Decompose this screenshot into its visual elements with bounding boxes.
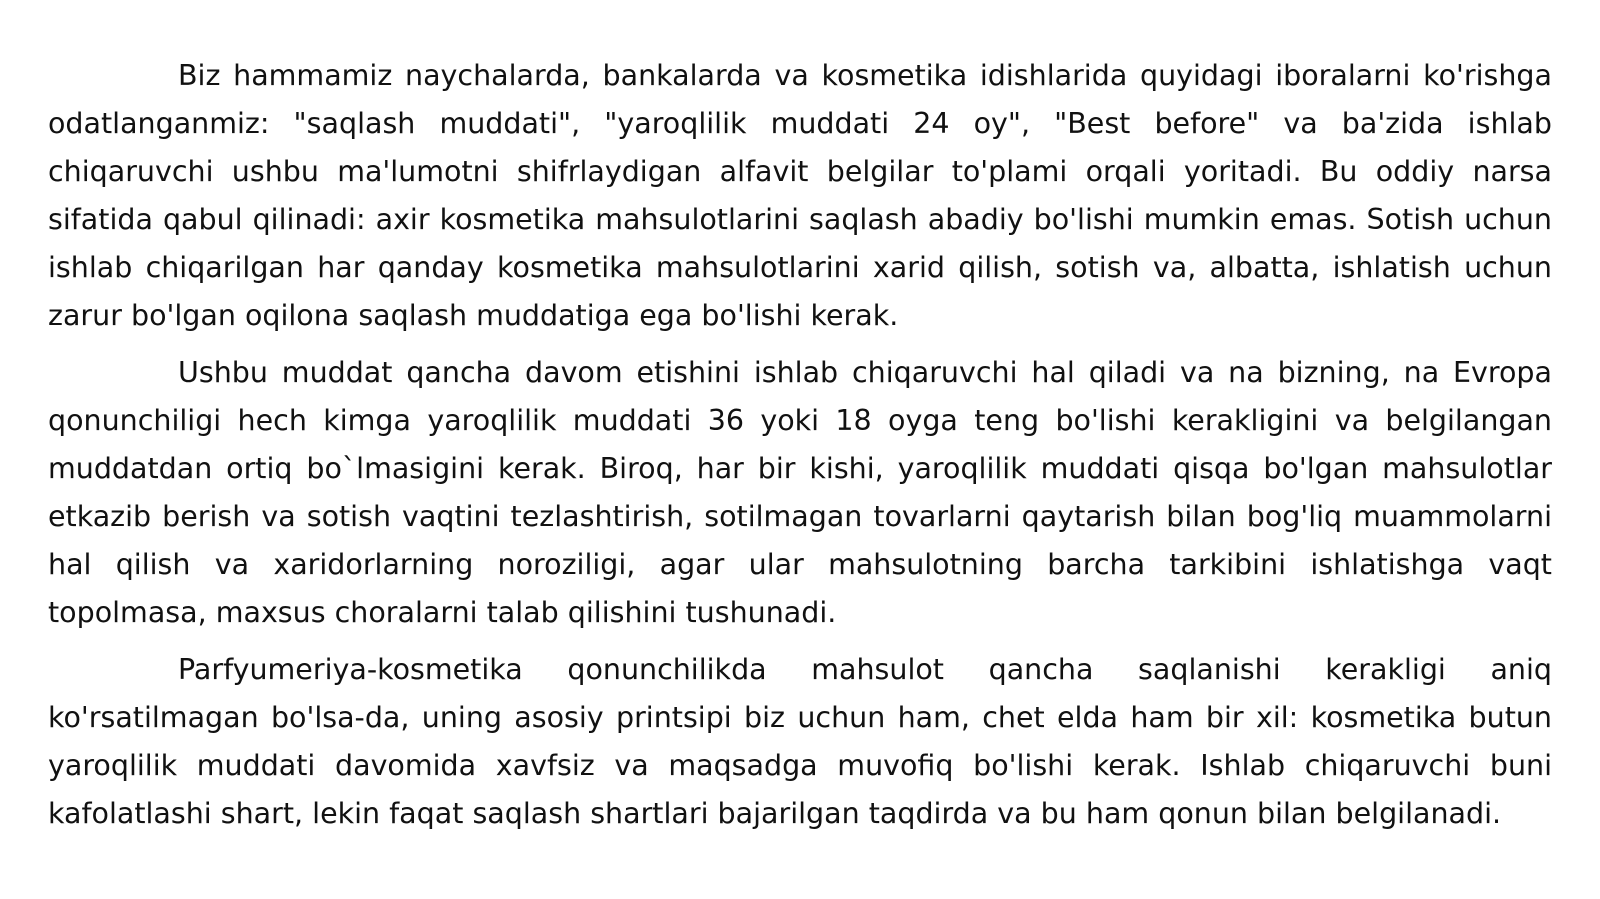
paragraph-1: Biz hammamiz naychalarda, bankalarda va kosmetika idishlarida quyidagi iboralarni ko'rishga odatlanganmiz: "saqlash muddati", "yaroqlilik muddati 24 oy", "Best before" va ba'zida ishlab chiqaruvchi ushbu ma'lumotni shifrlaydigan alfavit belgilar to'plami orqali yoritadi. Bu oddiy narsa sifatida qabul qilinadi: axir kosmetika mahsulotlarini saqlash abadiy bo'lishi mumkin emas. Sotish uchun ishlab chiqarilgan har qanday kosmetika mahsulotlarini xarid qilish, sotish va, albatta, ishlatish uchun zarur bo'lgan oqilona saqlash muddatiga ega bo'lishi kerak. <box>48 59 1552 332</box>
paragraph-3: Parfyumeriya-kosmetika qonunchilikda mahsulot qancha saqlanishi kerakligi aniq ko'rsatilmagan bo'lsa-da, uning asosiy printsipi biz uchun ham, chet elda ham bir xil: kosmetika butun yaroqlilik muddati davomida xavfsiz va maqsadga muvofiq bo'lishi kerak. Ishlab chiqaruvchi buni kafolatlashi shart, lekin faqat saqlash shartlari bajarilgan taqdirda va bu ham qonun bilan belgilanadi. <box>48 653 1552 830</box>
document-body <box>48 52 1552 847</box>
paragraph-2: Ushbu muddat qancha davom etishini ishlab chiqaruvchi hal qiladi va na bizning, na Evropa qonunchiligi hech kimga yaroqlilik muddati 36 yoki 18 oyga teng bo'lishi kerakligini va belgilangan muddatdan ortiq bo`lmasigini kerak. Biroq, har bir kishi, yaroqlilik muddati qisqa bo'lgan mahsulotlar etkazib berish va sotish vaqtini tezlashtirish, sotilmagan tovarlarni qaytarish bilan bog'liq muammolarni hal qilish va xaridorlarning noroziligi, agar ular mahsulotning barcha tarkibini ishlatishga vaqt topolmasa, maxsus choralarni talab qilishini tushunadi. <box>48 356 1552 629</box>
